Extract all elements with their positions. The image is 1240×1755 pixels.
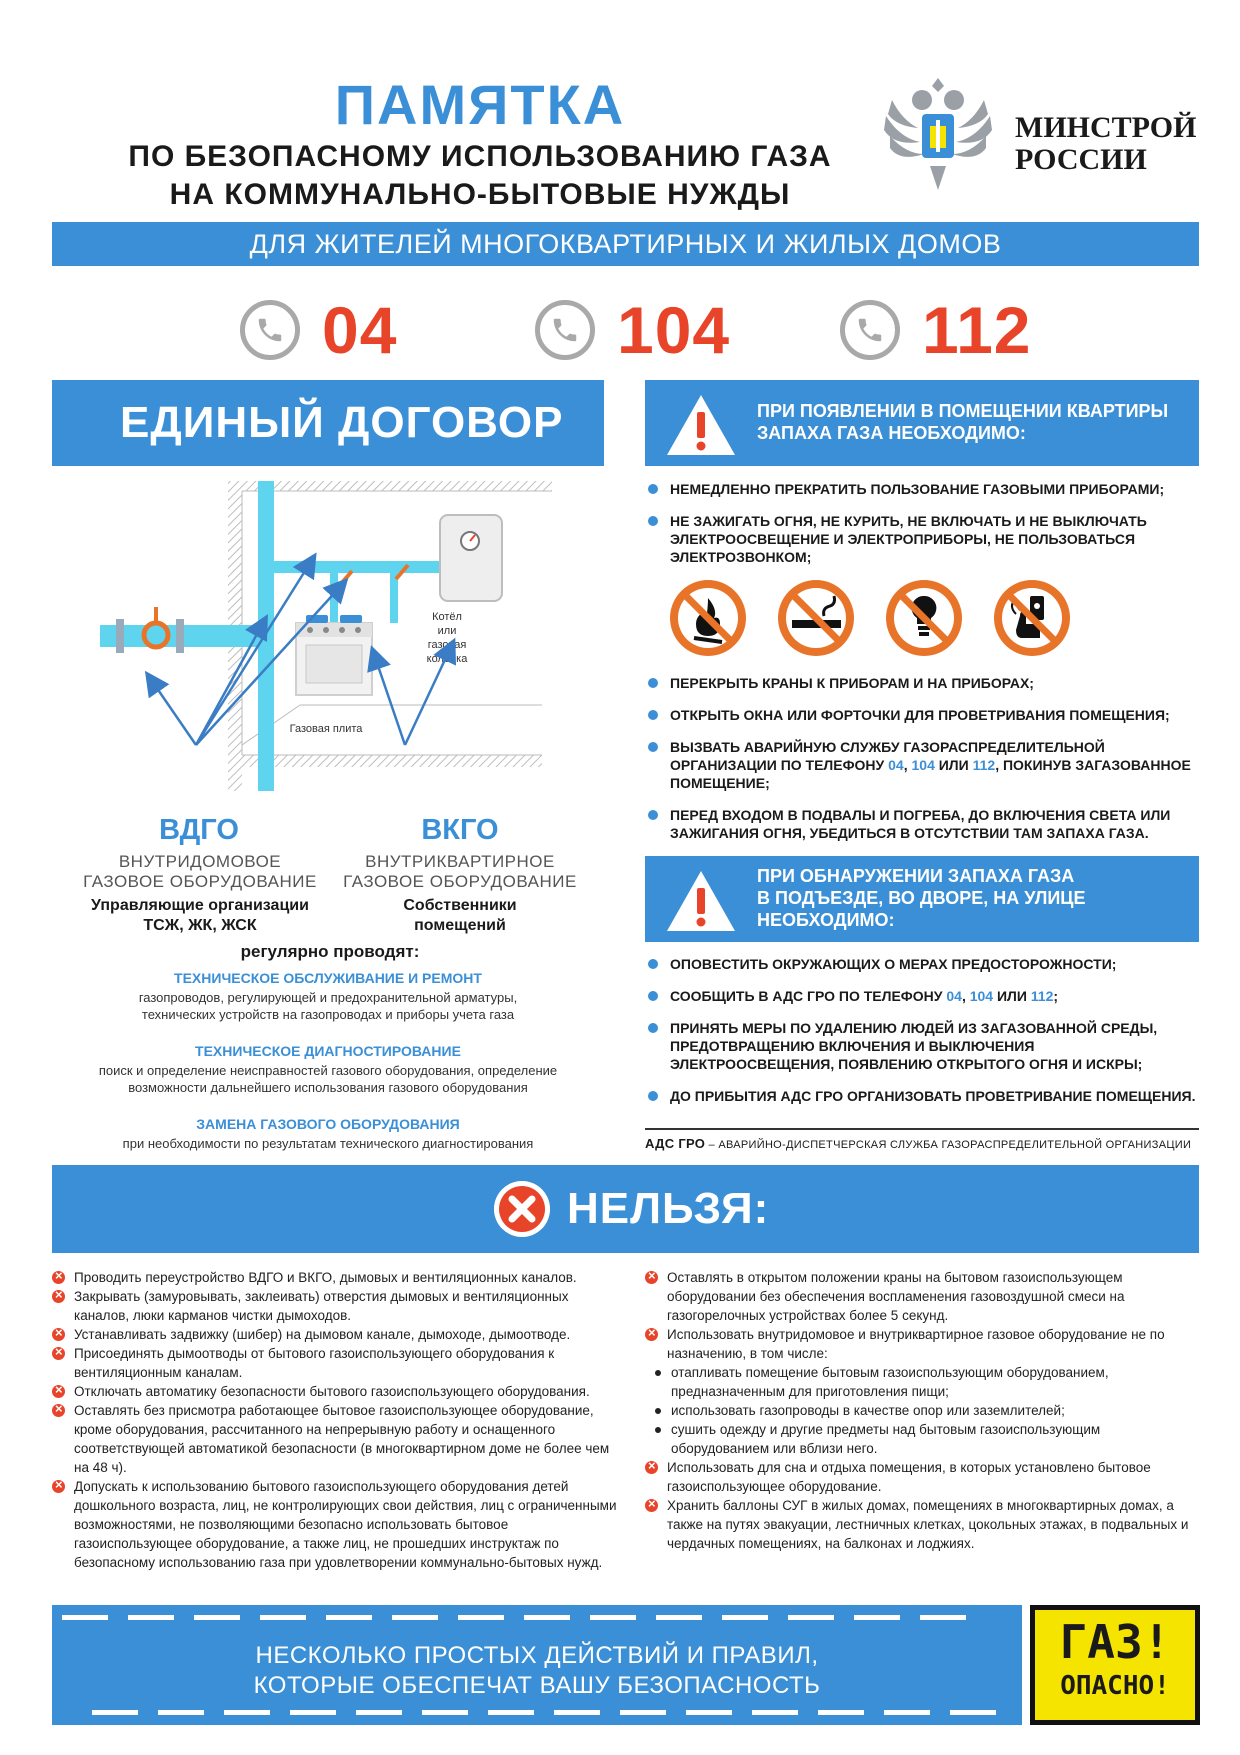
residents-banner: ДЛЯ ЖИТЕЛЕЙ МНОГОКВАРТИРНЫХ И ЖИЛЫХ ДОМОВ [52,222,1199,266]
item-text: ИЛИ [934,757,973,773]
phone-ref: 104 [969,988,994,1004]
list-item: ОТКРЫТЬ ОКНА ИЛИ ФОРТОЧКИ ДЛЯ ПРОВЕТРИВАНИЯ ПОМЕЩЕНИЯ; [648,706,1198,724]
vkgo-details [330,852,590,936]
list-item: НЕМЕДЛЕННО ПРЕКРАТИТЬ ПОЛЬЗОВАНИЕ ГАЗОВЫМИ ПРИБОРАМИ; [648,480,1198,498]
warning-icon [665,868,737,934]
service-text: поиск и определение неисправностей газового оборудования, определение [98,1063,558,1078]
forbidden-sub-item: сушить одежду и другие предметы над бытовым газоиспользующим оборудованием или вблизи него. [645,1420,1200,1458]
phone-ref: 04 [888,757,904,773]
phone-icon [240,300,300,360]
boiler-label: колонка [426,653,468,665]
apartment-list-2 [648,674,1198,842]
forbidden-list-left [52,1268,622,1572]
slogan-line: КОТОРЫЕ ОБЕСПЕЧАТ ВАШУ БЕЗОПАСНОСТЬ [253,1672,821,1699]
service-heading: ТЕХНИЧЕСКОЕ ОБСЛУЖИВАНИЕ И РЕМОНТ [174,970,482,986]
list-item: ПЕРЕД ВХОДОМ В ПОДВАЛЫ И ПОГРЕБА, ДО ВКЛЮЧЕНИЯ СВЕТА ИЛИ ЗАЖИГАНИЯ ОГНЯ, УБЕДИТЬСЯ В ОТСУТСТВИИ ТАМ ЗАПАХА ГАЗА. [648,806,1198,842]
bottom-banner [52,1605,1022,1725]
outdoor-banner [645,856,1199,942]
phone-112 [840,290,1031,370]
phone-number: 112 [922,293,1032,367]
list-item: ПРИНЯТЬ МЕРЫ ПО УДАЛЕНИЮ ЛЮДЕЙ ИЗ ЗАГАЗОВАННОЙ СРЕДЫ, ПРЕДОТВРАЩЕНИЮ ВКЛЮЧЕНИЯ И ВЫКЛЮЧЕНИЯ ЭЛЕКТРООСВЕЩЕНИЯ, ПОЯВЛЕНИЮ ОТКРЫТОГО ОГНЯ И ИСКРЫ; [648,1019,1198,1073]
forbidden-item: Оставлять в открытом положении краны на бытовом газоиспользующем оборудовании без обеспечения воспламенения газовоздушной смеси на газогорелочных устройствах более 5 секунд. × [645,1268,1200,1325]
phone-ref: 112 [1030,988,1054,1004]
subtitle-line: ПО БЕЗОПАСНОМУ ИСПОЛЬЗОВАНИЮ ГАЗА [128,140,832,173]
slogan-line: НЕСКОЛЬКО ПРОСТЫХ ДЕЙСТВИЙ И ПРАВИЛ, [255,1642,819,1669]
apartment-title-line: ЗАПАХА ГАЗА НЕОБХОДИМО: [757,423,1026,443]
vdgo-desc: ВНУТРИДОМОВОЕ [118,852,282,871]
outdoor-title-line: НЕОБХОДИМО: [757,910,895,930]
ads-footnote [645,1128,1199,1151]
phone-04 [240,290,397,370]
list-item: СООБЩИТЬ В АДС ГРО ПО ТЕЛЕФОНУ 04, 104 ИЛИ 112; [648,987,1198,1005]
forbidden-item: Устанавливать задвижку (шибер) на дымовом канале, дымоходе, дымоотводе. × [52,1325,622,1344]
forbidden-item: Использовать внутридомовое и внутриквартирное газовое оборудование не по назначению, в том числе: × [645,1325,1200,1363]
outdoor-list [648,955,1198,1105]
item-text: , ПОКИНУВ ЗАГАЗОВАННОЕ ПОМЕЩЕНИЕ; [670,757,1191,791]
vdgo-who: ТСЖ, ЖК, ЖСК [143,917,257,934]
forbidden-item: Допускать к использованию бытового газоиспользующего оборудования детей дошкольного возраста, лиц, не контролирующих свои действия, лиц с ограниченными возможностями, не позволяющими безопасно использовать бытовое газоиспользующее оборудование, а также лиц, не прошедших инструктаж по безопасному использованию газа при удовлетворении коммунально-бытовых нужд. × [52,1477,622,1572]
phone-104 [535,290,730,370]
item-text: ; [1053,988,1059,1004]
phone-icon [840,300,900,360]
service-text: технических устройств на газопроводах и приборы учета газа [141,1007,515,1022]
no-electricity-icon [882,576,966,660]
forbidden-item: Использовать для сна и отдыха помещения, в которых установлено бытовое газоиспользующее оборудование. × [645,1458,1200,1496]
svg-text:газовая [428,639,467,651]
list-item: ДО ПРИБЫТИЯ АДС ГРО ОРГАНИЗОВАТЬ ПРОВЕТРИВАНИЕ ПОМЕЩЕНИЯ. [648,1087,1198,1105]
badge-line: ОПАСНО! [1060,1671,1170,1701]
item-text: ИЛИ [993,988,1031,1004]
item-text: ВЫЗВАТЬ АВАРИЙНУЮ СЛУЖБУ ГАЗОРАСПРЕДЕЛИТЕЛЬНОЙ ОРГАНИЗАЦИИ ПО ТЕЛЕФОНУ [670,739,1105,773]
svg-text:Котёл [432,611,462,623]
no-doorbell-icon [990,576,1074,660]
boiler-label: Котёл [432,611,462,623]
outdoor-title [757,865,1085,931]
service-heading: ТЕХНИЧЕСКОЕ ДИАГНОСТИРОВАНИЕ [195,1043,461,1059]
ads-abbr: АДС ГРО [645,1136,706,1151]
forbidden-title: НЕЛЬЗЯ: [567,1184,770,1233]
warning-icon [665,392,737,458]
svg-text:Газовая плита [290,723,364,735]
forbidden-item: Оставлять без присмотра работающее бытовое газоиспользующее оборудование, кроме оборудования, рассчитанного на непрерывную работу и оснащенного соответствующей автоматикой безопасности (в многоквартирном доме не более чем на 48 ч). × [52,1401,622,1477]
item-text: СООБЩИТЬ В АДС ГРО ПО ТЕЛЕФОНУ [670,988,947,1004]
forbidden-sub-item: отапливать помещение бытовым газоиспользующим оборудованием, предназначенным для приготовления пищи; [645,1363,1200,1401]
vdgo-block [104,814,294,847]
boiler-label: или [437,625,457,637]
apartment-title-line: ПРИ ПОЯВЛЕНИИ В ПОМЕЩЕНИИ КВАРТИРЫ [757,401,1169,421]
regularly-label: регулярно проводят: [240,942,420,961]
vkgo-desc: ВНУТРИКВАРТИРНОЕ [365,852,555,871]
list-item: НЕ ЗАЖИГАТЬ ОГНЯ, НЕ КУРИТЬ, НЕ ВКЛЮЧАТЬ И НЕ ВЫКЛЮЧАТЬ ЭЛЕКТРООСВЕЩЕНИЕ И ЭЛЕКТРОПРИБОРЫ, НЕ ПОЛЬЗОВАТЬСЯ ЭЛЕКТРОЗВОНКОМ; [648,512,1198,566]
phone-ref: 112 [972,757,996,773]
vkgo-code: ВКГО [421,814,499,846]
forbidden-item: Хранить баллоны СУГ в жилых домах, помещениях в многоквартирных домах, а также на путях эвакуации, лестничных клетках, цокольных этажах, в подвальных и чердачных помещениях, на балконах и лоджиях. × [645,1496,1200,1553]
service-text: возможности дальнейшего использования газового оборудования [128,1080,528,1095]
forbidden-item: Присоединять дымоотводы от бытового газоиспользующего оборудования к вентиляционным каналам. × [52,1344,622,1382]
no-smoking-icon [774,576,858,660]
phone-ref: 104 [911,757,935,773]
service-text: при необходимости по результатам технического диагностирования [122,1136,534,1151]
vkgo-who: Собственники [403,897,517,914]
forbidden-item: Отключать автоматику безопасности бытового газоиспользующего оборудования. × [52,1382,622,1401]
vdgo-desc: ГАЗОВОЕ ОБОРУДОВАНИЕ [83,872,317,891]
forbidden-banner [52,1165,1199,1253]
forbidden-item: Проводить переустройство ВДГО и ВКГО, дымовых и вентиляционных каналов. × [52,1268,622,1287]
svg-text:или [438,625,457,637]
vkgo-block [365,814,555,847]
outdoor-title-line: ПРИ ОБНАРУЖЕНИИ ЗАПАХА ГАЗА [757,866,1075,886]
ministry-name [1015,112,1195,176]
gas-equipment-diagram [100,475,600,815]
coat-of-arms-icon [878,70,998,200]
list-item: ПЕРЕКРЫТЬ КРАНЫ К ПРИБОРАМ И НА ПРИБОРАХ; [648,674,1198,692]
phone-ref: 04 [946,988,962,1004]
phone-number: 104 [617,293,731,367]
outdoor-title-line: В ПОДЪЕЗДЕ, ВО ДВОРЕ, НА УЛИЦЕ [757,888,1086,908]
no-fire-icon [666,576,750,660]
vdgo-details [60,852,340,936]
list-item: ВЫЗВАТЬ АВАРИЙНУЮ СЛУЖБУ ГАЗОРАСПРЕДЕЛИТЕЛЬНОЙ ОРГАНИЗАЦИИ ПО ТЕЛЕФОНУ 04, 104 ИЛИ 112, ПОКИНУВ ЗАГАЗОВАННОЕ ПОМЕЩЕНИЕ; [648,738,1198,792]
vdgo-who: Управляющие организации [91,897,309,914]
badge-line: ГАЗ! [1059,1615,1171,1669]
phone-number: 04 [322,293,398,367]
forbidden-x-icon [494,1181,550,1237]
gas-danger-badge [1030,1605,1200,1725]
apartment-banner [645,380,1199,466]
forbidden-item: Закрывать (замуровывать, заклеивать) отверстия дымовых и вентиляционных каналов, люки карманов чистки дымоходов. × [52,1287,622,1325]
bottom-slogan [52,1641,1022,1701]
vkgo-who: помещений [414,917,506,934]
vdgo-code: ВДГО [159,814,239,846]
list-item: ОПОВЕСТИТЬ ОКРУЖАЮЩИХ О МЕРАХ ПРЕДОСТОРОЖНОСТИ; [648,955,1198,973]
phone-icon [535,300,595,360]
apartment-list [648,480,1198,566]
stove-label: Газовая плита [289,723,363,735]
services-list [52,970,604,1152]
apartment-title [757,400,1168,444]
service-heading: ЗАМЕНА ГАЗОВОГО ОБОРУДОВАНИЯ [196,1116,460,1132]
page-title: ПАМЯТКА [334,73,626,136]
ads-text: – АВАРИЙНО-ДИСПЕТЧЕРСКАЯ СЛУЖБА ГАЗОРАСПРЕДЕЛИТЕЛЬНОЙ ОРГАНИЗАЦИИ [705,1139,1192,1151]
service-text: газопроводов, регулирующей и предохранительной арматуры, [138,990,518,1005]
page-subtitle [100,138,860,214]
ministry-line: МИНСТРОЙ [1015,111,1197,144]
vkgo-desc: ГАЗОВОЕ ОБОРУДОВАНИЕ [343,872,577,891]
ministry-line: РОССИИ [1015,143,1147,176]
subtitle-line: НА КОММУНАЛЬНО-БЫТОВЫЕ НУЖДЫ [169,178,791,211]
contract-banner: ЕДИНЫЙ ДОГОВОР [52,380,604,466]
forbidden-list-right [645,1268,1200,1553]
forbidden-sub-item: использовать газопроводы в качестве опор или заземлителей; [645,1401,1200,1420]
boiler-label: газовая [427,639,467,651]
